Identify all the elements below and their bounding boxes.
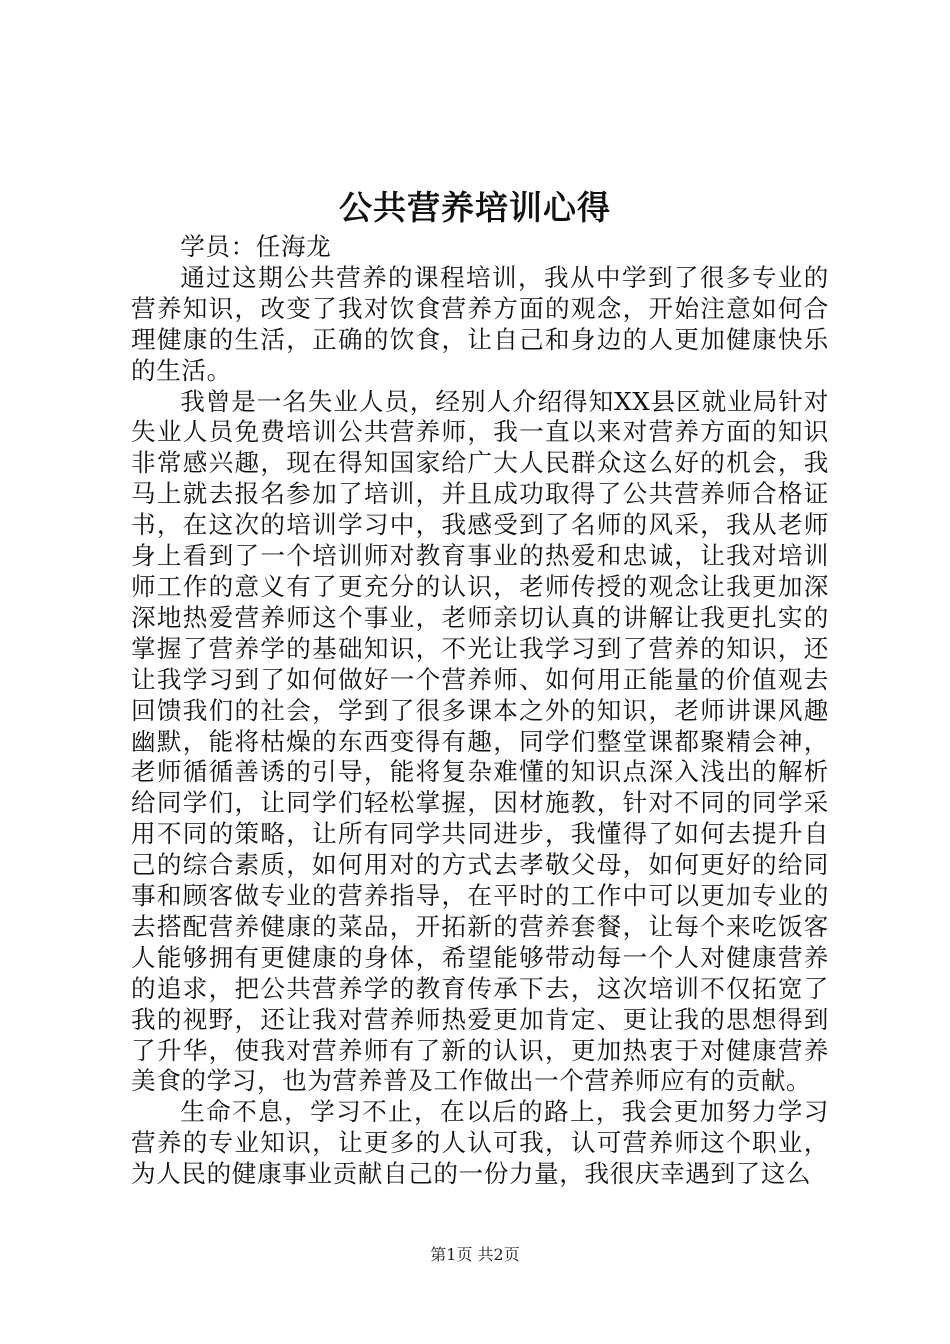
- paragraph-1: 通过这期公共营养的课程培训，我从中学到了很多专业的营养知识，改变了我对饮食营养方面的观念，开始注意如何合理健康的生活，正确的饮食，让自己和身边的人更加健康快乐的生活。: [131, 262, 829, 385]
- paragraph-2: 我曾是一名失业人员，经别人介绍得知XX县区就业局针对失业人员免费培训公共营养师，我一直以来对营养方面的知识非常感兴趣，现在得知国家给广大人民群众这么好的机会，我马上就去报名参加了培训，并且成功取得了公共营养师合格证书，在这次的培训学习中，我感受到了名师的风采，我从老师身上看到了一个培训师对教育事业的热爱和忠诚，让我对培训师工作的意义有了更充分的认识，老师传授的观念让我更加深深地热爱营养师这个事业，老师亲切认真的讲解让我更扎实的掌握了营养学的基础知识，不光让我学习到了营养的知识，还让我学习到了如何做好一个营养师、如何用正能量的价值观去回馈我们的社会，学到了很多课本之外的知识，老师讲课风趣幽默，能将枯燥的东西变得有趣，同学们整堂课都聚精会神，老师循循善诱的引导，能将复杂难懂的知识点深入浅出的解析给同学们，让同学们轻松掌握，因材施教，针对不同的同学采用不同的策略，让所有同学共同进步，我懂得了如何去提升自己的综合素质，如何用对的方式去孝敬父母，如何更好的给同事和顾客做专业的营养指导，在平时的工作中可以更加专业的去搭配营养健康的菜品，开拓新的营养套餐，让每个来吃饭客人能够拥有更健康的身体，希望能够带动每一个人对健康营养的追求，把公共营养学的教育传承下去，这次培训不仅拓宽了我的视野，还让我对营养师热爱更加肯定、更让我的思想得到了升华，使我对营养师有了新的认识，更加热衷于对健康营养美食的学习，也为营养普及工作做出一个营养师应有的贡献。: [131, 386, 829, 1096]
- paragraph-3: 生命不息，学习不止，在以后的路上，我会更加努力学习营养的专业知识，让更多的人认可我，认可营养师这个职业，为人民的健康事业贡献自己的一份力量，我很庆幸遇到了这么: [131, 1097, 829, 1189]
- author-line: 学员：任海龙: [180, 232, 332, 261]
- page-number-footer: 第1页 共2页: [430, 1245, 520, 1264]
- document-body: [131, 232, 829, 1190]
- document-title: 公共营养培训心得: [339, 188, 611, 227]
